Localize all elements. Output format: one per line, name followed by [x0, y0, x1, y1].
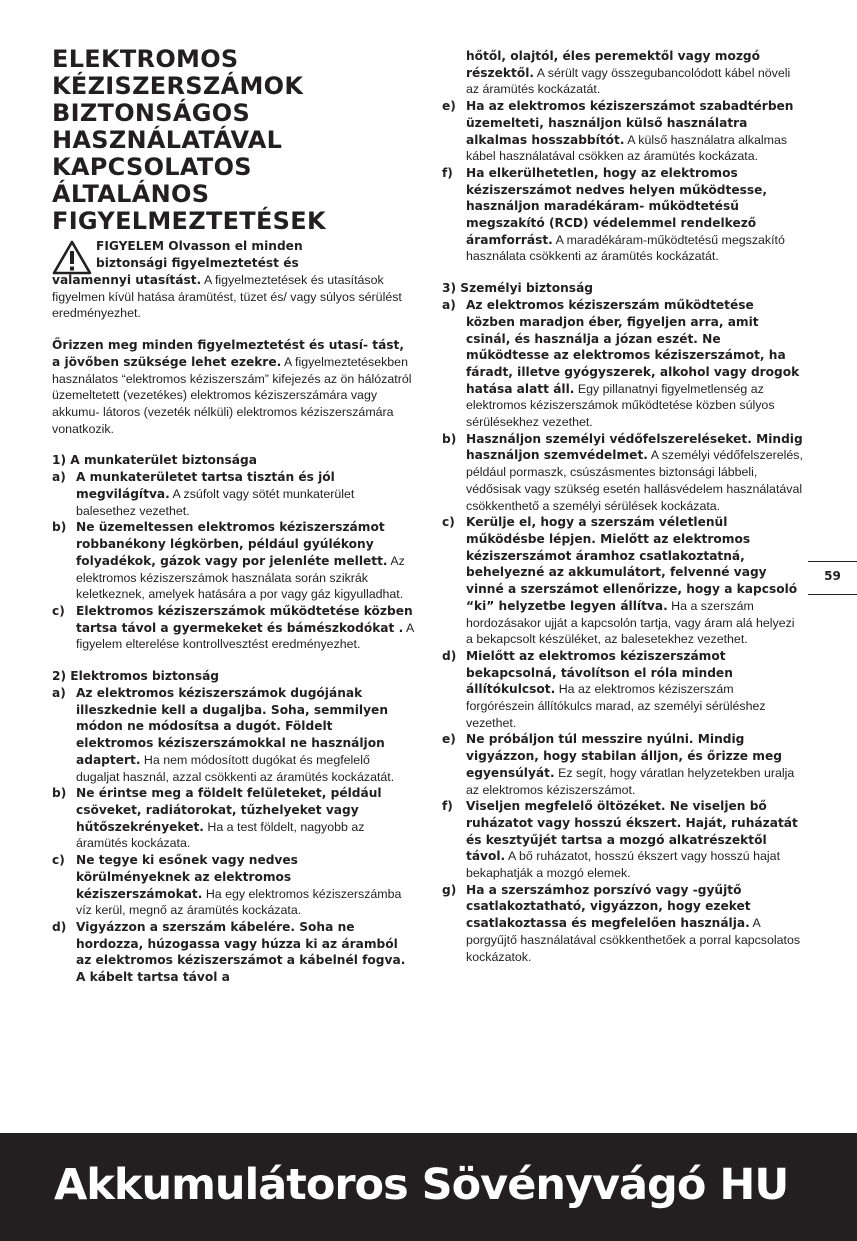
keep-text: A figyelmeztetésekben használatos “elektromos kéziszerszám” kifejezés az ön hálózatról üzemeltetett (vezetékes) elektromos kéziszerszámára vagy akkumu- látoros (vezeték nélküli) elektromos kéziszerszámára vonatkozik. — [52, 354, 412, 436]
item-bold: hőtől, olajtól, éles peremektől vagy mozgó részektől. — [466, 49, 761, 80]
list-item — [442, 514, 804, 648]
item-label: c) — [52, 853, 65, 868]
item-bold: Viseljen megfelelő öltözéket. Ne viseljen bő ruházatot vagy hosszú ékszert. Haját, ruházatát és kesztyűjét tartsa a mozgó alkatrészektől távol. — [466, 799, 798, 864]
item-label: b) — [52, 786, 67, 801]
item-label: d) — [442, 648, 457, 663]
item-text: A porgyűjtő használatával csökkenthetőek a porral kapcsolatos kockázatok. — [466, 916, 801, 964]
keep-instructions — [52, 337, 414, 437]
list-item — [442, 98, 804, 165]
item-label: g) — [442, 882, 457, 897]
title-line: ELEKTROMOS — [52, 45, 239, 73]
item-label: e) — [442, 99, 456, 114]
warning-heading-line3: valamennyi utasítást. — [52, 273, 202, 287]
item-label: d) — [52, 919, 67, 934]
item-text: A bő ruházatot, hosszú ékszert vagy hosszú hajat bekaphatják a mozgó elemek. — [466, 849, 781, 881]
item-text: Ha nem módosított dugókat és megfelelő dugaljat használ, azzal csökkenti az áramütés kockázatát. — [76, 752, 395, 784]
item-bold: Kerülje el, hogy a szerszám véletlenül működésbe lépjen. Mielőtt az elektromos kéziszerszámot áramhoz csatlakoztatná, behelyezné az akkumulátort, felvenné vagy vinné a szerszámot ellenőrizze, hogy a kapcsoló “ki” helyzetbe legyen állítva. — [466, 515, 798, 613]
list-item — [442, 165, 804, 265]
list-item — [52, 519, 414, 603]
item-label: e) — [442, 732, 456, 747]
right-column — [442, 48, 804, 965]
list-item-continuation — [442, 48, 804, 98]
list-item — [52, 685, 414, 785]
item-label: b) — [52, 520, 67, 535]
title-line: ÁLTALÁNOS — [52, 180, 210, 208]
item-text: A maradékáram-működtetésű megszakító használata csökkenti az áramütés kockázatát. — [466, 232, 785, 264]
warning-heading-line2: biztonsági figyelmeztetést és — [96, 256, 299, 270]
item-text: Egy pillanatnyi figyelmetlenség az elektromos kéziszerszámok működtetése közben súlyos sérülésekhez vezethet. — [466, 381, 775, 430]
item-bold: Ha a szerszámhoz porszívó vagy -gyűjtő csatlakoztatható, vigyázzon, hogy ezeket csatlakoztassa és megfelelően használja. — [466, 882, 751, 931]
item-text: A személyi védőfelszerelés, például pormaszk, csúszásmentes biztonsági lábbeli, védősisak vagy szükség esetén hallásvédelem használatával csökkenthető a személyi sérülések kockázata. — [466, 448, 803, 513]
item-text: Ha a szerszám hordozásakor ujját a kapcsolón tartja, vagy áram alá helyezi a bekapcsolt készüléket, az balesetekhez vezethet. — [466, 598, 795, 647]
list-item — [52, 603, 414, 653]
list-item — [442, 297, 804, 431]
item-bold: Ne tegye ki esőnek vagy nedves körülményeknek az elektromos kéziszerszámokat. — [76, 853, 298, 901]
item-label: f) — [442, 165, 453, 180]
title-line: KÉZISZERSZÁMOK — [52, 72, 304, 100]
list-item — [52, 469, 414, 519]
list-item — [442, 431, 804, 515]
item-bold: A munkaterületet tartsa tisztán és jól megvilágítva. — [76, 470, 335, 502]
list-item — [52, 785, 414, 852]
section-heading: 2) Elektromos biztonság — [52, 669, 220, 684]
footer-title: Akkumulátoros Sövényvágó HU — [54, 1160, 789, 1210]
section-heading: 3) Személyi biztonság — [442, 281, 594, 296]
item-text: A külső használatra alkalmas kábel használatával csökken az áramütés kockázata. — [466, 132, 788, 164]
item-bold: Vigyázzon a szerszám kábelére. Soha ne hordozza, húzogassa vagy húzza ki az áramból az elektromos kéziszerszámot a kábelnél fogva. A kábelt tartsa távol a — [76, 919, 406, 985]
item-label: c) — [442, 515, 455, 530]
item-bold: Ne próbáljon túl messzire nyúlni. Mindig vigyázzon, hogy stabilan álljon, és őrizze meg egyensúlyát. — [466, 732, 783, 780]
item-text: Ez segít, hogy váratlan helyzetekben uralja az elektromos kéziszerszámot. — [466, 765, 795, 797]
list-item — [52, 852, 414, 919]
item-label: a) — [52, 470, 66, 485]
item-label: a) — [442, 298, 456, 313]
list-item — [442, 731, 804, 798]
item-bold: Ne üzemeltessen elektromos kéziszerszámot robbanékony légkörben, például gyúlékony folyadékok, gázok vagy por jelenléte mellett. — [76, 520, 388, 568]
item-text: A zsúfolt vagy sötét munkaterület balesethez vezethet. — [76, 487, 355, 518]
page-title — [52, 46, 414, 235]
warning-paragraph — [52, 272, 414, 322]
title-line: HASZNÁLATÁVAL — [52, 126, 283, 154]
section-heading: 1) A munkaterület biztonsága — [52, 453, 257, 468]
title-line: FIGYELMEZTETÉSEK — [52, 207, 326, 235]
item-text: A sérült vagy összegubancolódott kábel növeli az áramütés kockázatát. — [466, 65, 791, 97]
title-line: BIZTONSÁGOS — [52, 99, 251, 127]
item-bold: Ha az elektromos kéziszerszámot szabadtérben üzemelteti, használjon külső használatra alkalmas hosszabbítót. — [466, 99, 794, 147]
title-line: KAPCSOLATOS — [52, 153, 252, 181]
list-item — [442, 648, 804, 732]
page-number: 59 — [824, 569, 841, 583]
item-bold: Az elektromos kéziszerszám működtetése közben maradjon éber, figyeljen arra, amit csinál, és használja a józan eszét. Ne működtesse az elektromos kéziszerszámot, ha fáradt, illetve gyógyszerek, alkohol vagy drogok hatása alatt áll. — [466, 298, 800, 396]
item-bold: Ha elkerülhetetlen, hogy az elektromos kéziszerszámot nedves helyen működtesse, használjon maradékáram- működtetésű megszakító (RCD) védelemmel rendelkező áramforrást. — [466, 165, 768, 247]
list-item — [52, 919, 414, 986]
item-bold: Használjon személyi védőfelszereléseket. Mindig használjon szemvédelmet. — [466, 431, 803, 463]
item-bold: Az elektromos kéziszerszámok dugójának illeszkednie kell a dugaljba. Soha, semmilyen módon ne módosítsa a dugót. Földelt elektromos kéziszerszámokkal ne használjon adaptert. — [76, 686, 388, 767]
page-number-rule-top — [808, 561, 857, 562]
item-label: a) — [52, 686, 66, 701]
list-item — [442, 798, 804, 882]
item-text: A figyelem elterelése kontrollvesztést eredményezhet. — [76, 620, 414, 652]
page-number-rule-bottom — [808, 594, 857, 595]
item-text: Az elektromos kéziszerszámok használata során szikrák keletkeznek, amelyek hatására a por vagy gáz kigyulladhat. — [76, 553, 405, 602]
general-warning — [52, 238, 414, 322]
item-text: Ha a test földelt, nagyobb az áramütés kockázata. — [76, 819, 365, 851]
warning-heading-line1: FIGYELEM Olvasson el minden — [96, 239, 303, 253]
item-bold: Ne érintse meg a földelt felületeket, például csöveket, radiátorokat, tűzhelyeket vagy hűtőszekrényeket. — [76, 786, 382, 834]
list-item — [442, 882, 804, 966]
left-column — [52, 42, 414, 986]
item-text: Ha egy elektromos kéziszerszámba víz kerül, megnő az áramütés kockázata. — [76, 886, 402, 918]
item-bold: Elektromos kéziszerszámok működtetése közben tartsa távol a gyermekeket és bámészkodókat . — [76, 603, 413, 635]
warning-text: A figyelmeztetések és utasítások figyelmen kívül hatása áramütést, tüzet és/ vagy súlyos sérülést eredményezhet. — [52, 273, 402, 321]
keep-bold: Őrizzen meg minden figyelmeztetést és utasí- tást, a jövőben szüksége lehet ezekre. — [52, 338, 405, 369]
item-label: c) — [52, 603, 65, 618]
item-text: Ha az elektromos kéziszerszám forgórészein állítókulcs marad, az személyi sérüléshez vezethet. — [466, 682, 766, 730]
warning-triangle-icon — [52, 240, 92, 275]
item-label: b) — [442, 431, 457, 446]
item-label: f) — [442, 799, 453, 814]
item-bold: Mielőtt az elektromos kéziszerszámot bekapcsolná, távolítson el róla minden állítókulcsot. — [466, 648, 733, 697]
